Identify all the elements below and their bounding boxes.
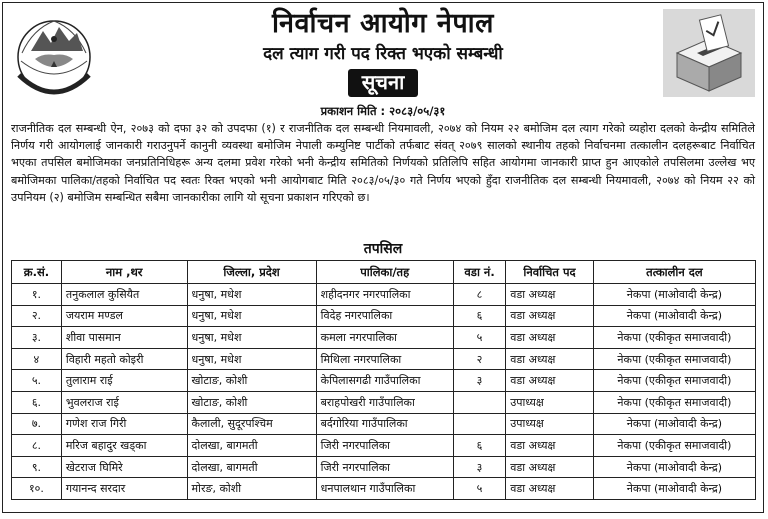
cell-post: वडा अध्यक्ष bbox=[506, 370, 594, 392]
cell-name: तुलाराम राई bbox=[61, 370, 187, 392]
cell-post: वडा अध्यक्ष bbox=[506, 478, 594, 500]
organization-title: निर्वाचन आयोग नेपाल bbox=[272, 8, 494, 39]
cell-palika: जिरी नगरपालिका bbox=[316, 456, 453, 478]
cell-district: धनुषा, मधेश bbox=[187, 284, 316, 306]
cell-post: वडा अध्यक्ष bbox=[506, 456, 594, 478]
cell-sn: २. bbox=[12, 305, 62, 327]
table-row bbox=[12, 435, 756, 457]
cell-palika: मिथिला नगरपालिका bbox=[316, 348, 453, 370]
cell-name: गयानन्द सरदार bbox=[61, 478, 187, 500]
cell-ward: ३ bbox=[453, 456, 505, 478]
cell-ward: ८ bbox=[453, 284, 505, 306]
notice-badge: सूचना bbox=[348, 69, 419, 97]
cell-post: उपाध्यक्ष bbox=[506, 391, 594, 413]
cell-party: नेकपा (माओवादी केन्द्र) bbox=[593, 305, 755, 327]
cell-sn: ८. bbox=[12, 435, 62, 457]
table-row bbox=[12, 305, 756, 327]
cell-sn: १०. bbox=[12, 478, 62, 500]
table-row bbox=[12, 478, 756, 500]
cell-post: उपाध्यक्ष bbox=[506, 413, 594, 435]
cell-ward: २ bbox=[453, 348, 505, 370]
cell-name: मरिज बहादुर खड्का bbox=[61, 435, 187, 457]
cell-palika: कमला नगरपालिका bbox=[316, 327, 453, 349]
cell-party: नेकपा (एकीकृत समाजवादी) bbox=[593, 435, 755, 457]
cell-district: खोटाङ, कोशी bbox=[187, 370, 316, 392]
table-header-row bbox=[12, 261, 756, 284]
cell-name: भुवलराज राई bbox=[61, 391, 187, 413]
table-row bbox=[12, 413, 756, 435]
schedule-title: तपसिल bbox=[363, 241, 403, 257]
cell-ward: ६ bbox=[453, 435, 505, 457]
publication-date: प्रकाशन मिति : २०८३/०५/३१ bbox=[320, 104, 446, 118]
cell-post: वडा अध्यक्ष bbox=[506, 284, 594, 306]
cell-ward bbox=[453, 413, 505, 435]
column-header-party: तत्कालीन दल bbox=[593, 261, 755, 284]
column-header-name: नाम ,थर bbox=[61, 261, 187, 284]
cell-palika: केपिलासगढी गाउँपालिका bbox=[316, 370, 453, 392]
column-header-sn: क्र.सं. bbox=[12, 261, 62, 284]
cell-sn: ४ bbox=[12, 348, 62, 370]
cell-palika: बराहपोखरी गाउँपालिका bbox=[316, 391, 453, 413]
schedule-table bbox=[11, 260, 756, 500]
cell-post: वडा अध्यक्ष bbox=[506, 305, 594, 327]
cell-party: नेकपा (माओवादी केन्द्र) bbox=[593, 284, 755, 306]
nepal-emblem-icon bbox=[13, 9, 95, 105]
cell-name: तनुकलाल कुसियैत bbox=[61, 284, 187, 306]
cell-sn: ६. bbox=[12, 391, 62, 413]
cell-ward: ६ bbox=[453, 305, 505, 327]
table-row bbox=[12, 391, 756, 413]
cell-ward bbox=[453, 391, 505, 413]
table-row bbox=[12, 370, 756, 392]
notice-paragraph: राजनीतिक दल सम्बन्धी ऐन, २०७३ को दफा ३२ को उपदफा (१) र राजनीतिक दल सम्बन्धी नियमावली, २०७४ को नियम २२ बमोजिम दल त्याग गरेको व्यहोरा दलको केन्द्रीय समितिले निर्णय गरी आयोगलाई जानकारी गराउनुपर्ने कानुनी व्यवस्था बमोजिम नेपाली कम्युनिष्ट पार्टीको तर्फबाट संवत् २०७९ सालको स्थानीय तहको निर्वाचनमा तत्कालीन दलहरूबाट निर्वाचित भएका तपसिल बमोजिमका जनप्रतिनिधिहरू अन्य दलमा प्रवेश गरेको भनी केन्द्रीय समितिको निर्णयको प्रतिलिपि सहित आयोगमा जानकारी प्राप्त हुन आएकोले तपसिलमा उल्लेख भए बमोजिमका पालिका/तहको निर्वाचित पद स्वतः रिक्त भएको भनी आयोगबाट मिति २०८३/०५/३० गते निर्णय भएको हुँदा राजनीतिक दल सम्बन्धी नियमावली, २०७४ को नियम २२ को उपनियम (२) बमोजिम सम्बन्धित सबैमा जानकारीका लागि यो सूचना प्रकाशन गरिएको छ। bbox=[11, 122, 755, 204]
cell-district: खोटाङ, कोशी bbox=[187, 391, 316, 413]
cell-name: खेटराज घिमिरे bbox=[61, 456, 187, 478]
cell-sn: ७. bbox=[12, 413, 62, 435]
column-header-post: निर्वाचित पद bbox=[506, 261, 594, 284]
cell-palika: जिरी नगरपालिका bbox=[316, 435, 453, 457]
cell-district: धनुषा, मधेश bbox=[187, 305, 316, 327]
cell-sn: १. bbox=[12, 284, 62, 306]
column-header-palika: पालिका/तह bbox=[316, 261, 453, 284]
cell-name: विहारी महतो कोइरी bbox=[61, 348, 187, 370]
cell-post: वडा अध्यक्ष bbox=[506, 348, 594, 370]
cell-ward: ५ bbox=[453, 327, 505, 349]
cell-palika: बर्दगोरिया गाउँपालिका bbox=[316, 413, 453, 435]
table-row bbox=[12, 456, 756, 478]
cell-district: मोरङ, कोशी bbox=[187, 478, 316, 500]
notice-header bbox=[113, 7, 653, 97]
cell-district: धनुषा, मधेश bbox=[187, 327, 316, 349]
cell-name: गणेश राज गिरी bbox=[61, 413, 187, 435]
cell-post: वडा अध्यक्ष bbox=[506, 327, 594, 349]
ballot-box-icon bbox=[663, 9, 755, 97]
cell-party: नेकपा (माओवादी केन्द्र) bbox=[593, 456, 755, 478]
cell-palika: विदेह नगरपालिका bbox=[316, 305, 453, 327]
column-header-district: जिल्ला, प्रदेश bbox=[187, 261, 316, 284]
cell-palika: शहीदनगर नगरपालिका bbox=[316, 284, 453, 306]
cell-district: धनुषा, मधेश bbox=[187, 348, 316, 370]
cell-party: नेकपा (एकीकृत समाजवादी) bbox=[593, 370, 755, 392]
cell-district: दोलखा, बागमती bbox=[187, 435, 316, 457]
table-row bbox=[12, 327, 756, 349]
cell-post: वडा अध्यक्ष bbox=[506, 435, 594, 457]
table-row bbox=[12, 284, 756, 306]
table-row bbox=[12, 348, 756, 370]
cell-sn: ३. bbox=[12, 327, 62, 349]
cell-district: कैलाली, सुदूरपश्चिम bbox=[187, 413, 316, 435]
cell-name: जयराम मण्डल bbox=[61, 305, 187, 327]
cell-party: नेकपा (एकीकृत समाजवादी) bbox=[593, 327, 755, 349]
cell-name: शीवा पासमान bbox=[61, 327, 187, 349]
cell-party: नेकपा (एकीकृत समाजवादी) bbox=[593, 391, 755, 413]
cell-palika: धनपालथान गाउँपालिका bbox=[316, 478, 453, 500]
cell-party: नेकपा (एकीकृत समाजवादी) bbox=[593, 348, 755, 370]
notice-subtitle: दल त्याग गरी पद रिक्त भएको सम्बन्धी bbox=[263, 44, 503, 64]
cell-party: नेकपा (माओवादी केन्द्र) bbox=[593, 413, 755, 435]
column-header-ward: वडा नं. bbox=[453, 261, 505, 284]
cell-sn: ५. bbox=[12, 370, 62, 392]
cell-ward: ३ bbox=[453, 370, 505, 392]
cell-district: दोलखा, बागमती bbox=[187, 456, 316, 478]
cell-ward: ५ bbox=[453, 478, 505, 500]
notice-page bbox=[2, 2, 764, 513]
cell-sn: ९. bbox=[12, 456, 62, 478]
cell-party: नेकपा (माओवादी केन्द्र) bbox=[593, 478, 755, 500]
